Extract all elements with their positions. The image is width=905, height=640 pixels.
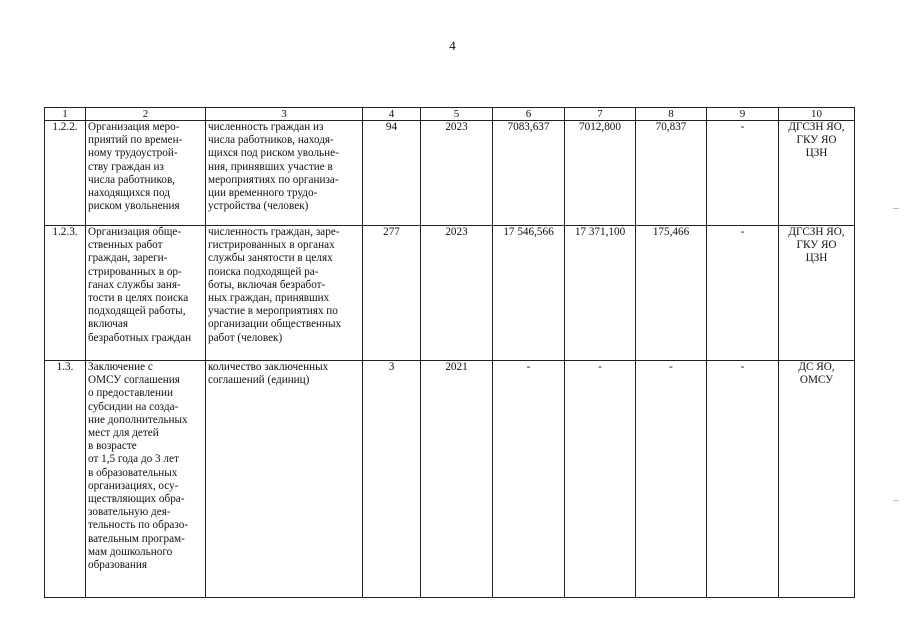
total-amount: 7083,637 (493, 121, 565, 226)
text-line: Организация обще- (88, 226, 182, 238)
column-header: 3 (206, 108, 363, 121)
year: 2023 (421, 226, 493, 361)
text-line: ГКУ ЯО (796, 134, 837, 147)
text-line: организации общественных (208, 318, 342, 331)
column-header: 10 (779, 108, 855, 121)
other-amount: - (707, 361, 779, 598)
text-line: ДГСЗН ЯО, (788, 226, 845, 238)
indicator-name (206, 226, 363, 361)
other-amount: - (707, 121, 779, 226)
column-header: 1 (45, 108, 86, 121)
program-table (44, 107, 855, 598)
text-line: Организация меро- (88, 121, 180, 133)
text-line: мероприятиях по организа- (208, 173, 339, 186)
text-line: ственных работ (88, 239, 163, 252)
text-line: о предоставлении (88, 387, 173, 400)
federal-amount: 17 371,100 (565, 226, 636, 361)
federal-amount: - (565, 361, 636, 598)
year: 2023 (421, 121, 493, 226)
executor (779, 121, 855, 226)
text-line: ДГСЗН ЯО, (788, 121, 845, 133)
page-number: 4 (449, 38, 456, 53)
column-header: 5 (421, 108, 493, 121)
text-line: участие в мероприятиях по (208, 305, 338, 318)
table-row (45, 226, 855, 361)
federal-amount: 7012,800 (565, 121, 636, 226)
text-line: ОМСУ (799, 374, 834, 387)
text-line: мам дошкольного (88, 545, 173, 558)
text-line: включая (88, 318, 128, 331)
item-number: 1.3. (45, 361, 86, 598)
activity-name (86, 121, 206, 226)
text-line: ЦЗН (805, 147, 828, 160)
text-line: мест для детей (88, 427, 159, 440)
column-header: 9 (707, 108, 779, 121)
text-line: ОМСУ соглашения (88, 374, 180, 387)
text-line: щихся под риском увольне- (208, 147, 339, 160)
item-number: 1.2.2. (45, 121, 86, 226)
text-line: безработных граждан (88, 331, 192, 344)
column-header: 6 (493, 108, 565, 121)
text-line: от 1,5 года до 3 лет (88, 453, 179, 466)
activity-name (86, 361, 206, 598)
text-line: ству граждан из (88, 160, 164, 173)
text-line: тельность по образо- (88, 519, 189, 532)
column-header: 8 (636, 108, 707, 121)
year: 2021 (421, 361, 493, 598)
indicator-value: 277 (363, 226, 421, 361)
text-line: устройства (человек) (208, 200, 309, 213)
text-line: организациях, осу- (88, 479, 179, 492)
text-line: количество заключенных (208, 361, 329, 373)
text-line: тости в целях поиска (88, 292, 189, 305)
activity-name (86, 226, 206, 361)
item-number: 1.2.3. (45, 226, 86, 361)
regional-amount: - (636, 361, 707, 598)
regional-amount: 70,837 (636, 121, 707, 226)
text-line: поиска подходящей ра- (208, 265, 319, 278)
table-header-row (45, 108, 855, 121)
text-line: ному трудоустрой- (88, 147, 178, 160)
text-line: ганах службы заня- (88, 278, 181, 291)
text-line: ции временного трудо- (208, 187, 318, 200)
text-line: граждан, зареги- (88, 252, 168, 265)
column-header: 2 (86, 108, 206, 121)
text-line: численность граждан, заре- (208, 226, 340, 238)
executor (779, 226, 855, 361)
executor (779, 361, 855, 598)
text-line: подходящей работы, (88, 305, 186, 318)
text-line: ЦЗН (805, 252, 828, 265)
margin-mark (893, 208, 899, 209)
text-line: образования (88, 559, 148, 572)
text-line: числа работников, находя- (208, 134, 334, 147)
column-header: 4 (363, 108, 421, 121)
column-header: 7 (565, 108, 636, 121)
text-line: работ (человек) (208, 331, 283, 344)
text-line: службы занятости в целях (208, 252, 333, 265)
text-line: гистрированных в органах (208, 239, 335, 252)
table-row (45, 361, 855, 598)
text-line: боты, включая безработ- (208, 278, 326, 291)
text-line: ния, принявших участие в (208, 160, 333, 173)
text-line: в образовательных (88, 466, 178, 479)
margin-mark (893, 500, 899, 501)
text-line: находящихся под (88, 187, 170, 200)
text-line: стрированных в ор- (88, 265, 182, 278)
total-amount: 17 546,566 (493, 226, 565, 361)
text-line: субсидии на созда- (88, 400, 179, 413)
text-line: вательным програм- (88, 532, 185, 545)
text-line: ществляющих обра- (88, 493, 185, 506)
text-line: ДС ЯО, (798, 361, 835, 373)
text-line: зовательную дея- (88, 506, 171, 519)
indicator-name (206, 121, 363, 226)
indicator-value: 3 (363, 361, 421, 598)
table-row (45, 121, 855, 226)
total-amount: - (493, 361, 565, 598)
text-line: ГКУ ЯО (796, 239, 837, 252)
indicator-value: 94 (363, 121, 421, 226)
other-amount: - (707, 226, 779, 361)
text-line: в возрасте (88, 440, 137, 453)
text-line: численность граждан из (208, 121, 324, 133)
text-line: риском увольнения (88, 200, 180, 213)
text-line: ных граждан, принявших (208, 292, 330, 305)
text-line: числа работников, (88, 173, 176, 186)
text-line: ние дополнительных (88, 413, 188, 426)
text-line: соглашений (единиц) (208, 374, 310, 387)
indicator-name (206, 361, 363, 598)
regional-amount: 175,466 (636, 226, 707, 361)
text-line: приятий по времен- (88, 134, 183, 147)
text-line: Заключение с (88, 361, 153, 373)
